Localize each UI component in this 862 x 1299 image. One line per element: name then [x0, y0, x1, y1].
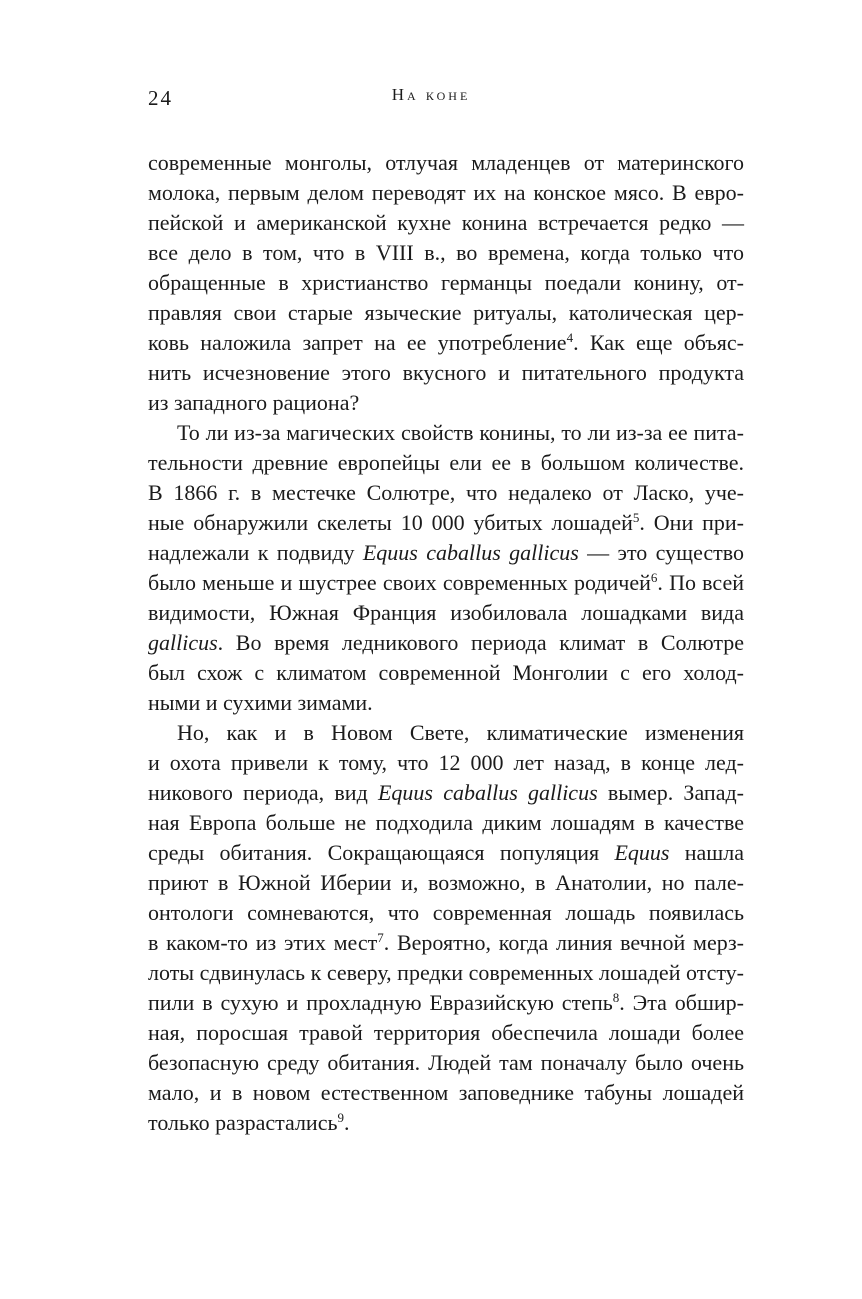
- text-segment: . Вероятно, когда линия вечной мерз-: [383, 930, 744, 955]
- text-segment: ные обнаружили скелеты 10 000 убитых лошадей: [148, 510, 633, 535]
- text-segment: только разрастались: [148, 1110, 338, 1135]
- text-segment: приют в Южной Иберии и, возможно, в Анатолии, но пале-: [148, 870, 744, 895]
- text-line: [148, 598, 744, 628]
- text-line: [148, 988, 744, 1018]
- text-line: [148, 628, 744, 658]
- italic-text: Equus: [614, 840, 670, 865]
- text-segment: и охота привели к тому, что 12 000 лет назад, в конце лед-: [148, 750, 744, 775]
- text-line: [148, 1108, 744, 1138]
- text-line: [148, 1078, 744, 1108]
- text-segment: ковь наложила запрет на ее употребление: [148, 330, 567, 355]
- footnote-marker: 4: [566, 330, 574, 345]
- text-segment: Но, как и в Новом Свете, климатические изменения: [177, 720, 744, 745]
- text-segment: . По всей: [657, 570, 745, 595]
- running-title: На коне: [391, 85, 471, 104]
- italic-text: Equus caballus gallicus: [377, 780, 598, 805]
- footnote-marker: 8: [612, 990, 620, 1005]
- text-segment: В 1866 г. в местечке Солютре, что недалеко от Ласко, уче-: [148, 480, 744, 505]
- text-line: [148, 718, 744, 748]
- text-segment: . Они при-: [639, 510, 744, 535]
- text-line: [148, 1048, 744, 1078]
- text-segment: видимости, Южная Франция изобиловала лошадками вида: [148, 600, 744, 625]
- text-line: [148, 958, 744, 988]
- text-line: [148, 238, 744, 268]
- text-segment: современные монголы, отлучая младенцев от материнского: [148, 150, 744, 175]
- text-line: [148, 508, 744, 538]
- text-line: [148, 1018, 744, 1048]
- text-line: [148, 358, 744, 388]
- text-line: [148, 898, 744, 928]
- text-segment: ная Европа больше не подходила диким лошадям в качестве: [148, 810, 744, 835]
- text-segment: пили в сухую и прохладную Евразийскую степь: [148, 990, 613, 1015]
- text-line: [148, 388, 744, 418]
- text-line: [148, 778, 744, 808]
- text-line: [148, 688, 744, 718]
- italic-text: Equus caballus gallicus: [362, 540, 579, 565]
- text-segment: ными и сухими зимами.: [148, 690, 373, 715]
- text-line: [148, 268, 744, 298]
- footnote-marker: 9: [337, 1110, 344, 1125]
- italic-text: gallicus: [148, 630, 218, 655]
- text-line: [148, 838, 744, 868]
- footnote-marker: 7: [377, 930, 384, 945]
- text-segment: лоты сдвинулась к северу, предки современных лошадей отсту-: [148, 960, 744, 985]
- text-line: [148, 808, 744, 838]
- text-line: [148, 148, 744, 178]
- text-segment: среды обитания. Сокращающаяся популяция: [148, 840, 615, 865]
- text-line: [148, 208, 744, 238]
- text-segment: был схож с климатом современной Монголии с его холод-: [148, 660, 744, 685]
- text-line: [148, 658, 744, 688]
- text-segment: . Эта обшир-: [619, 990, 745, 1015]
- text-segment: в каком-то из этих мест: [148, 930, 378, 955]
- paragraph: [148, 418, 744, 718]
- text-segment: . Как еще объяс-: [573, 330, 744, 355]
- text-segment: надлежали к подвиду: [148, 540, 363, 565]
- text-line: [148, 928, 744, 958]
- text-segment: тельности древние европейцы ели ее в большом количестве.: [148, 450, 744, 475]
- text-line: [148, 448, 744, 478]
- text-segment: пейской и американской кухне конина встречается редко —: [148, 210, 744, 235]
- text-segment: все дело в том, что в VIII в., во времена, когда только что: [148, 240, 744, 265]
- text-line: [148, 178, 744, 208]
- text-segment: обращенные в христианство германцы поедали конину, от-: [148, 270, 744, 295]
- text-segment: нашла: [669, 840, 744, 865]
- text-line: [148, 568, 744, 598]
- text-line: [148, 478, 744, 508]
- text-line: [148, 328, 744, 358]
- text-segment: из западного рациона?: [148, 390, 360, 415]
- body-text: [148, 148, 744, 1138]
- footnote-marker: 6: [650, 570, 658, 585]
- text-segment: было меньше и шустрее своих современных родичей: [148, 570, 651, 595]
- paragraph: [148, 148, 744, 418]
- text-segment: ная, поросшая травой территория обеспечила лошади более: [148, 1020, 744, 1045]
- text-segment: .: [344, 1110, 350, 1135]
- text-line: [148, 868, 744, 898]
- text-line: [148, 418, 744, 448]
- footnote-marker: 5: [632, 510, 640, 525]
- text-segment: правляя свои старые языческие ритуалы, католическая цер-: [148, 300, 744, 325]
- text-segment: То ли из-за магических свойств конины, то ли из-за ее пита-: [177, 420, 744, 445]
- text-segment: . Во время ледникового периода климат в Солютре: [217, 630, 744, 655]
- text-line: [148, 538, 744, 568]
- text-segment: вымер. Запад-: [597, 780, 744, 805]
- text-line: [148, 298, 744, 328]
- page-number: 24: [148, 86, 173, 110]
- text-segment: — это существо: [578, 540, 744, 565]
- text-segment: нить исчезновение этого вкусного и питательного продукта: [148, 360, 744, 385]
- text-segment: безопасную среду обитания. Людей там поначалу было очень: [148, 1050, 744, 1075]
- text-segment: мало, и в новом естественном заповеднике табуны лошадей: [148, 1080, 744, 1105]
- paragraph: [148, 718, 744, 1138]
- text-segment: никового периода, вид: [148, 780, 378, 805]
- text-segment: молока, первым делом переводят их на конское мясо. В евро-: [148, 180, 744, 205]
- text-segment: онтологи сомневаются, что современная лошадь появилась: [148, 900, 744, 925]
- text-line: [148, 748, 744, 778]
